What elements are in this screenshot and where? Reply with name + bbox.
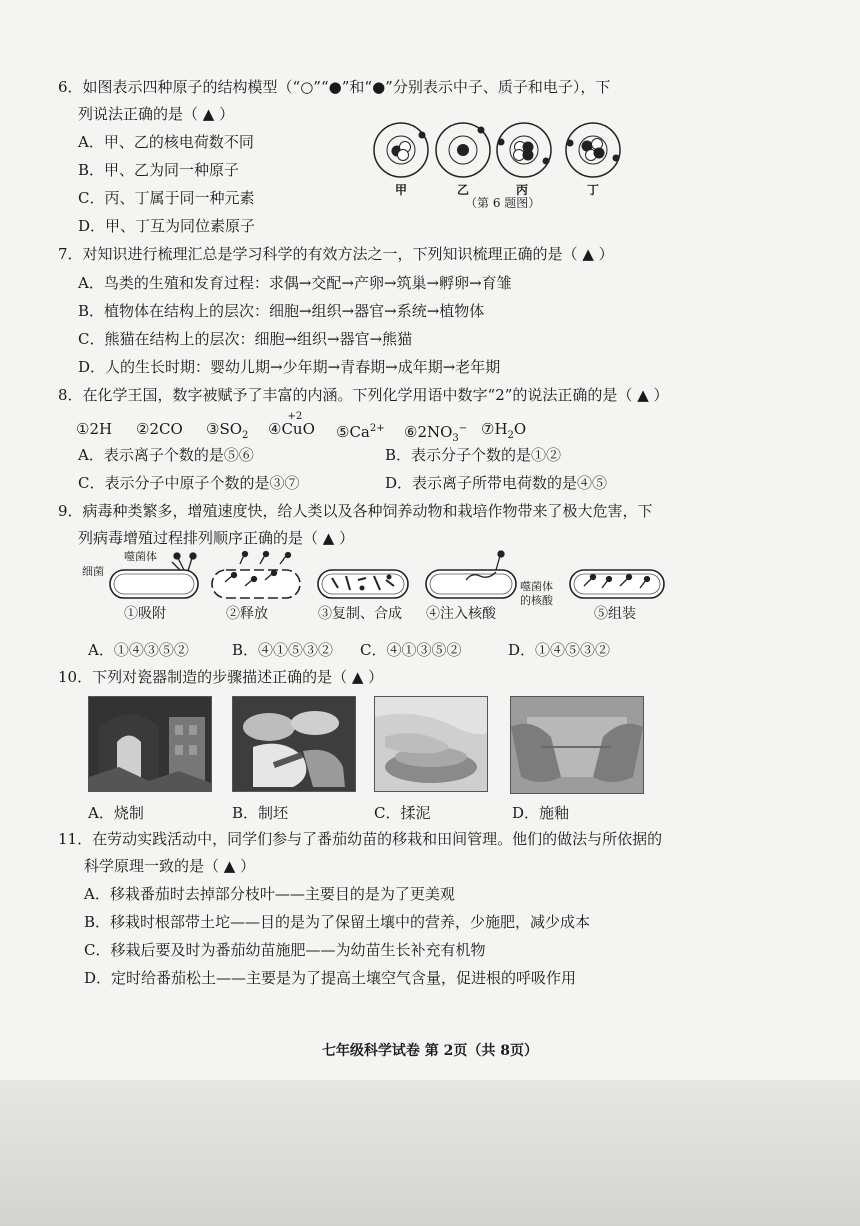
q11-stem-line2: 科学原理一致的是（ ▲ ） <box>84 857 256 875</box>
q8-stem: 8．在化学王国，数字被赋予了丰富的内涵。下列化学用语中数字“2”的说法正确的是（ ▲ ） <box>58 386 669 404</box>
q7-option-d: D．人的生长时期：婴幼儿期→少年期→青春期→成年期→老年期 <box>78 358 501 376</box>
photo-shaping-blanks <box>232 696 356 792</box>
atom-jia <box>374 123 428 177</box>
step-label-replication: ③复制、合成 <box>318 606 402 622</box>
label-phage-nucleic-line1: 噬菌体 <box>520 580 553 593</box>
page-footer: 七年级科学试卷 第 2页（共 8页） <box>321 1043 539 1059</box>
q8-formula-6-charge: − <box>458 423 468 434</box>
q11-option-a: A．移栽番茄时去掉部分枝叶——主要目的是为了更美观 <box>84 885 455 903</box>
step-label-assembly: ⑤组装 <box>594 606 636 622</box>
q6-atom-models-figure <box>368 120 638 182</box>
q8-formula-3-text: ③SO <box>206 420 243 438</box>
q7-option-b: B．植物体在结构上的层次：细胞→组织→器官→系统→植物体 <box>78 302 485 320</box>
q11-option-c: C．移栽后要及时为番茄幼苗施肥——为幼苗生长补充有机物 <box>84 941 486 959</box>
photo-firing-kiln <box>88 696 212 792</box>
photo-kneading-clay <box>374 696 488 792</box>
q8-formula-6-sub: 3 <box>452 433 459 444</box>
atom-yi <box>436 123 490 177</box>
photo-glazing <box>510 696 644 794</box>
q8-formula-4-text: CuO <box>281 420 315 438</box>
q7-stem: 7．对知识进行梳理汇总是学习科学的有效方法之一，下列知识梳理正确的是（ ▲ ） <box>58 245 614 263</box>
scan-bottom-margin <box>0 1080 860 1226</box>
q6-option-d: D．甲、丁互为同位素原子 <box>78 217 256 235</box>
q9-stem-line2: 列病毒增殖过程排列顺序正确的是（ ▲ ） <box>78 529 355 547</box>
step-release-cell <box>212 552 300 599</box>
q8-formula-2 <box>136 416 183 442</box>
q8-formula-5 <box>336 416 385 445</box>
q8-formula-1 <box>76 416 112 442</box>
q7-option-c: C．熊猫在结构上的层次：细胞→组织→器官→熊猫 <box>78 330 413 348</box>
q8-formula-7-tail: O <box>513 420 527 438</box>
q9-option-d: D．①④⑤③② <box>508 641 611 659</box>
q6-option-b: B．甲、乙为同一种原子 <box>78 161 240 179</box>
q10-option-d: D．施釉 <box>512 804 570 822</box>
atom-bing <box>497 123 551 177</box>
q8-formula-1-text: ①2H <box>76 420 113 438</box>
q6-stem-line2: 列说法正确的是（ ▲ ） <box>78 105 235 123</box>
q8-option-c: C．表示分子中原子个数的是③⑦ <box>78 474 300 492</box>
q10-option-b: B．制坯 <box>232 804 289 822</box>
step-assembly-cell <box>570 570 664 598</box>
q10-option-c: C．揉泥 <box>374 804 431 822</box>
q8-formula-3-sub: 2 <box>242 430 249 441</box>
step-replication-cell <box>318 570 408 598</box>
q9-stem-line1: 9．病毒种类繁多，增殖速度快，给人类以及各种饲养动物和栽培作物带来了极大危害，下 <box>58 502 653 520</box>
step-injection-cell <box>426 551 516 598</box>
q8-formula-4-valence: +2 <box>287 411 303 422</box>
q8-formula-5-charge: 2+ <box>369 423 385 434</box>
atom-label-bing: 丙 <box>516 183 529 197</box>
q10-stem: 10．下列对瓷器制造的步骤描述正确的是（ ▲ ） <box>58 668 384 686</box>
q8-formula-7-sub: 2 <box>507 430 514 441</box>
label-bacteria: 细菌 <box>82 565 104 578</box>
q9-option-c: C．④①③⑤② <box>360 641 462 659</box>
q6-stem-line1: 6．如图表示四种原子的结构模型（“○”“●”和“●”分别表示中子、质子和电子），下 <box>58 78 611 96</box>
step-label-injection: ④注入核酸 <box>426 606 496 622</box>
q6-option-c: C．丙、丁属于同一种元素 <box>78 189 255 207</box>
q6-figure-caption: （第 6 题图） <box>465 196 541 210</box>
q8-formula-6-text: ⑥2NO <box>404 423 453 441</box>
atom-label-jia: 甲 <box>395 183 408 197</box>
q7-option-a: A．鸟类的生殖和发育过程：求偶→交配→产卵→筑巢→孵卵→育雏 <box>78 274 512 292</box>
q8-formula-4 <box>268 411 315 442</box>
step-label-release: ②释放 <box>226 606 268 622</box>
q6-option-a: A．甲、乙的核电荷数不同 <box>78 133 254 151</box>
atom-label-yi: 乙 <box>457 183 470 197</box>
label-phage: 噬菌体 <box>124 550 157 563</box>
q8-formula-5-text: ⑤Ca <box>336 423 370 441</box>
q8-formula-2-text: ②2CO <box>136 420 183 438</box>
q11-stem-line1: 11．在劳动实践活动中，同学们参与了番茄幼苗的移栽和田间管理。他们的做法与所依据的 <box>58 830 663 848</box>
label-phage-nucleic-line2: 的核酸 <box>520 594 553 607</box>
q8-option-b: B．表示分子个数的是①② <box>385 446 562 464</box>
atom-label-ding: 丁 <box>587 183 600 197</box>
q9-option-a: A．①④③⑤② <box>88 641 189 659</box>
q11-option-d: D．定时给番茄松土——主要是为了提高土壤空气含量，促进根的呼吸作用 <box>84 969 577 987</box>
q8-formula-4-index: ④ <box>268 420 282 438</box>
q11-option-b: B．移栽时根部带土坨——目的是为了保留土壤中的营养，少施肥，减少成本 <box>84 913 591 931</box>
atom-ding <box>566 123 620 177</box>
step-label-adsorption: ①吸附 <box>124 606 166 622</box>
q8-option-d: D．表示离子所带电荷数的是④⑤ <box>385 474 608 492</box>
q8-option-a: A．表示离子个数的是⑤⑥ <box>78 446 254 464</box>
q8-formula-7-text: ⑦H <box>481 420 508 438</box>
q9-virus-replication-figure <box>100 550 680 610</box>
q10-option-a: A．烧制 <box>88 804 144 822</box>
q9-option-b: B．④①⑤③② <box>232 641 334 659</box>
